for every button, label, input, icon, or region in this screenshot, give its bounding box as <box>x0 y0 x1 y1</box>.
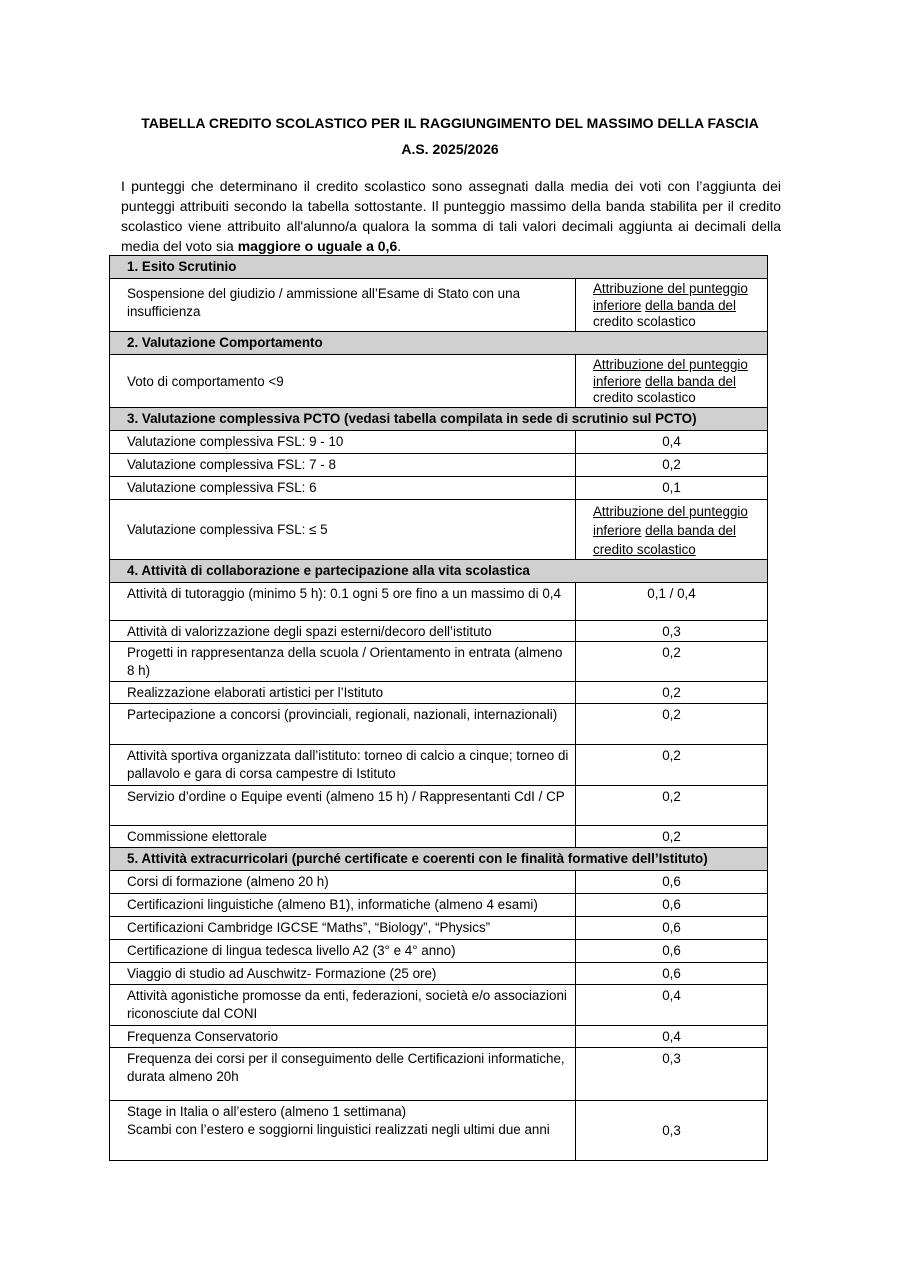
row-label: Frequenza Conservatorio <box>110 1025 576 1047</box>
row-label: Viaggio di studio ad Auschwitz- Formazione (25 ore) <box>110 962 576 984</box>
row-label: Valutazione complessiva FSL: 9 - 10 <box>110 430 576 453</box>
section-header <box>110 847 768 870</box>
row-value: 0,2 <box>576 453 768 476</box>
attr-part: Attribuzione del punteggio <box>593 503 748 519</box>
intro-end: . <box>397 238 402 254</box>
row-value: 0,4 <box>576 984 768 1025</box>
row-label: Valutazione complessiva FSL: ≤ 5 <box>110 499 576 559</box>
row-value: 0,3 <box>576 620 768 641</box>
row-value: 0,2 <box>576 703 768 744</box>
row-label: Attività di tutoraggio (minimo 5 h): 0.1 ogni 5 ore fino a un massimo di 0,4 <box>110 582 576 620</box>
table-row <box>110 962 768 984</box>
row-label: Sospensione del giudizio / ammissione all’Esame di Stato con una insufficienza <box>110 279 576 332</box>
row-label: Servizio d’ordine o Equipe eventi (almeno 15 h) / Rappresentanti CdI / CP <box>110 785 576 825</box>
row-label: Valutazione complessiva FSL: 7 - 8 <box>110 453 576 476</box>
row-label: Attività sportiva organizzata dall’istituto: torneo di calcio a cinque; torneo di pallavolo e gara di corsa campestre di Istituto <box>110 744 576 785</box>
row-label: Corsi di formazione (almeno 20 h) <box>110 870 576 893</box>
row-value: 0,3 <box>576 1047 768 1100</box>
attr-part: credito scolastico <box>593 314 696 329</box>
row-label-line: Stage in Italia o all’estero (almeno 1 settimana) <box>127 1103 407 1119</box>
table-row <box>110 870 768 893</box>
row-value: 0,6 <box>576 962 768 984</box>
intro-paragraph <box>121 176 781 256</box>
row-value: 0,2 <box>576 785 768 825</box>
document-title: TABELLA CREDITO SCOLASTICO PER IL RAGGIUNGIMENTO DEL MASSIMO DELLA FASCIA <box>141 115 759 131</box>
row-label: Certificazione di lingua tedesca livello A2 (3° e 4° anno) <box>110 939 576 962</box>
row-label: Partecipazione a concorsi (provinciali, regionali, nazionali, internazionali) <box>110 703 576 744</box>
section-header <box>110 256 768 279</box>
row-label: Attività di valorizzazione degli spazi esterni/decoro dell’istituto <box>110 620 576 641</box>
row-label-line: Scambi con l’estero e soggiorni linguistici realizzati negli ultimi due anni <box>127 1121 550 1137</box>
table-row <box>110 453 768 476</box>
row-value: 0,4 <box>576 1025 768 1047</box>
row-value: 0,4 <box>576 430 768 453</box>
attr-part: Attribuzione del punteggio <box>593 357 748 372</box>
attr-part: inferiore <box>593 522 642 538</box>
row-value <box>576 355 768 408</box>
attr-part: inferiore <box>593 373 642 389</box>
row-value <box>576 279 768 332</box>
row-value: 0,2 <box>576 681 768 703</box>
section-title: 5. Attività extracurricolari (purché certificate e coerenti con le finalità formative dell’Istituto) <box>110 847 768 870</box>
table-row <box>110 1100 768 1160</box>
table-row <box>110 582 768 620</box>
row-value: 0,1 <box>576 476 768 499</box>
row-label: Attività agonistiche promosse da enti, federazioni, società e/o associazioni riconosciute dal CONI <box>110 984 576 1025</box>
section-title: 1. Esito Scrutinio <box>110 256 768 279</box>
row-label: Frequenza dei corsi per il conseguimento delle Certificazioni informatiche, durata almeno 20h <box>110 1047 576 1100</box>
table-row <box>110 476 768 499</box>
row-label: Realizzazione elaborati artistici per l’Istituto <box>110 681 576 703</box>
attr-part: inferiore <box>593 297 642 313</box>
table-row <box>110 641 768 681</box>
intro-text: I punteggi che determinano il credito scolastico sono assegnati dalla media dei voti con l’aggiunta dei punteggi attribuiti secondo la tabella sottostante. Il punteggio massimo della banda stabilita per il credito scolastico viene attribuito all'alunno/a qualora la somma di tali valori decimali aggiunta ai decimali della media del voto sia <box>121 178 781 254</box>
row-value: 0,2 <box>576 641 768 681</box>
table-row <box>110 355 768 408</box>
row-value: 0,2 <box>576 744 768 785</box>
section-header <box>110 407 768 430</box>
table-row <box>110 681 768 703</box>
table-row <box>110 744 768 785</box>
row-label <box>110 1100 576 1160</box>
row-label: Commissione elettorale <box>110 825 576 847</box>
table-row <box>110 430 768 453</box>
section-header <box>110 559 768 582</box>
row-value: 0,6 <box>576 893 768 916</box>
table-row <box>110 825 768 847</box>
attr-part: Attribuzione del punteggio <box>593 281 748 296</box>
row-label: Progetti in rappresentanza della scuola / Orientamento in entrata (almeno 8 h) <box>110 641 576 681</box>
attr-part: credito scolastico <box>593 390 696 405</box>
row-value <box>576 499 768 559</box>
attr-part: della banda del <box>645 297 736 313</box>
table-row <box>110 279 768 332</box>
row-label: Certificazioni linguistiche (almeno B1), informatiche (almeno 4 esami) <box>110 893 576 916</box>
section-title: 3. Valutazione complessiva PCTO (vedasi tabella compilata in sede di scrutinio sul PCTO) <box>110 407 768 430</box>
row-value: 0,6 <box>576 939 768 962</box>
section-title: 2. Valutazione Comportamento <box>110 332 768 355</box>
attr-part: della banda del <box>645 522 736 538</box>
table-row <box>110 785 768 825</box>
table-row <box>110 984 768 1025</box>
table-row <box>110 893 768 916</box>
attr-part: della banda del <box>645 373 736 389</box>
section-title: 4. Attività di collaborazione e partecipazione alla vita scolastica <box>110 559 768 582</box>
school-year: A.S. 2025/2026 <box>401 141 499 157</box>
table-row <box>110 916 768 939</box>
row-label: Voto di comportamento <9 <box>110 355 576 408</box>
row-value: 0,6 <box>576 870 768 893</box>
table-row <box>110 1047 768 1100</box>
credit-table <box>109 255 768 1161</box>
table-row <box>110 1025 768 1047</box>
row-value: 0,3 <box>576 1100 768 1160</box>
intro-bold: maggiore o uguale a 0,6 <box>237 238 398 254</box>
section-header <box>110 332 768 355</box>
row-label: Valutazione complessiva FSL: 6 <box>110 476 576 499</box>
attr-part: credito scolastico <box>593 541 696 557</box>
table-row <box>110 620 768 641</box>
table-row <box>110 703 768 744</box>
table-row <box>110 939 768 962</box>
table-row <box>110 499 768 559</box>
row-value: 0,1 / 0,4 <box>576 582 768 620</box>
row-value: 0,6 <box>576 916 768 939</box>
row-value: 0,2 <box>576 825 768 847</box>
row-label: Certificazioni Cambridge IGCSE “Maths”, “Biology”, “Physics” <box>110 916 576 939</box>
